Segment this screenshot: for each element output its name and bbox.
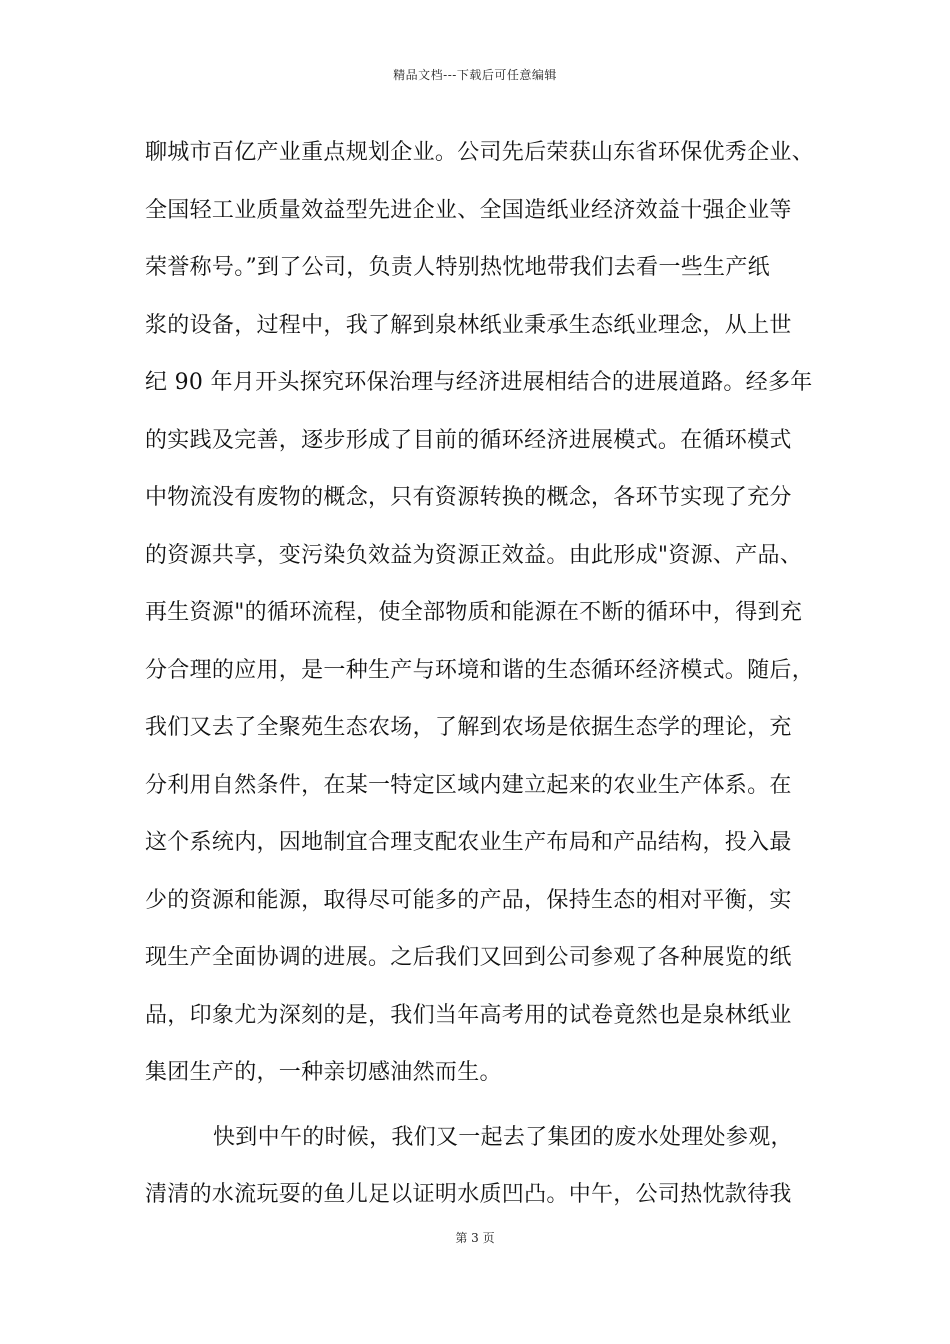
document-body	[145, 124, 815, 1224]
text-line: 少的资源和能源，取得尽可能多的产品，保持生态的相对平衡，实	[145, 887, 792, 913]
text-line: 再生资源"的循环流程，使全部物质和能源在不断的循环中，得到充	[145, 600, 803, 625]
text-line: 的资源共享，变污染负效益为资源正效益。由此形成"资源、产品、	[145, 542, 803, 568]
text-line: 荣誉称号。”到了公司，负责人特别热忱地带我们去看一些生产纸	[145, 255, 770, 280]
text-line: 全国轻工业质量效益型先进企业、全国造纸业经济效益十强企业等	[145, 197, 792, 223]
text-line: 分合理的应用，是一种生产与环境和谐的生态循环经济模式。随后，	[145, 657, 815, 683]
text-line: 品，印象尤为深刻的是，我们当年高考用的试卷竟然也是泉林纸业	[145, 1002, 792, 1028]
page-header: 精品文档---下载后可任意编辑	[393, 68, 557, 82]
text-line: 浆的设备，过程中，我了解到泉林纸业秉承生态纸业理念，从上世	[145, 312, 792, 338]
text-line: 我们又去了全聚苑生态农场，了解到农场是依据生态学的理论，充	[145, 715, 792, 740]
text-line: 清清的水流玩耍的鱼儿足以证明水质凹凸。中午，公司热忱款待我	[145, 1182, 792, 1207]
text-line: 集团生产的，一种亲切感油然而生。	[145, 1060, 502, 1085]
text-line: 聊城市百亿产业重点规划企业。公司先后荣获山东省环保优秀企业、	[145, 140, 815, 165]
text-line: 现生产全面协调的进展。之后我们又回到公司参观了各种展览的纸	[145, 945, 792, 970]
text-line: 快到中午的时候，我们又一起去了集团的废水处理处参观，	[213, 1124, 793, 1150]
text-line: 这个系统内，因地制宜合理支配农业生产布局和产品结构，投入最	[145, 830, 792, 855]
paragraph-1	[145, 124, 815, 1102]
page-number: 第 3 页	[455, 1231, 495, 1245]
text-line: 分利用自然条件，在某一特定区域内建立起来的农业生产体系。在	[145, 772, 792, 798]
text-line: 中物流没有废物的概念，只有资源转换的概念，各环节实现了充分	[145, 485, 792, 510]
paragraph-2	[145, 1109, 810, 1224]
text-line: 纪 90 年月开头探究环保治理与经济进展相结合的进展道路。经多年	[145, 370, 813, 395]
text-line: 的实践及完善，逐步形成了目前的循环经济进展模式。在循环模式	[145, 427, 792, 453]
